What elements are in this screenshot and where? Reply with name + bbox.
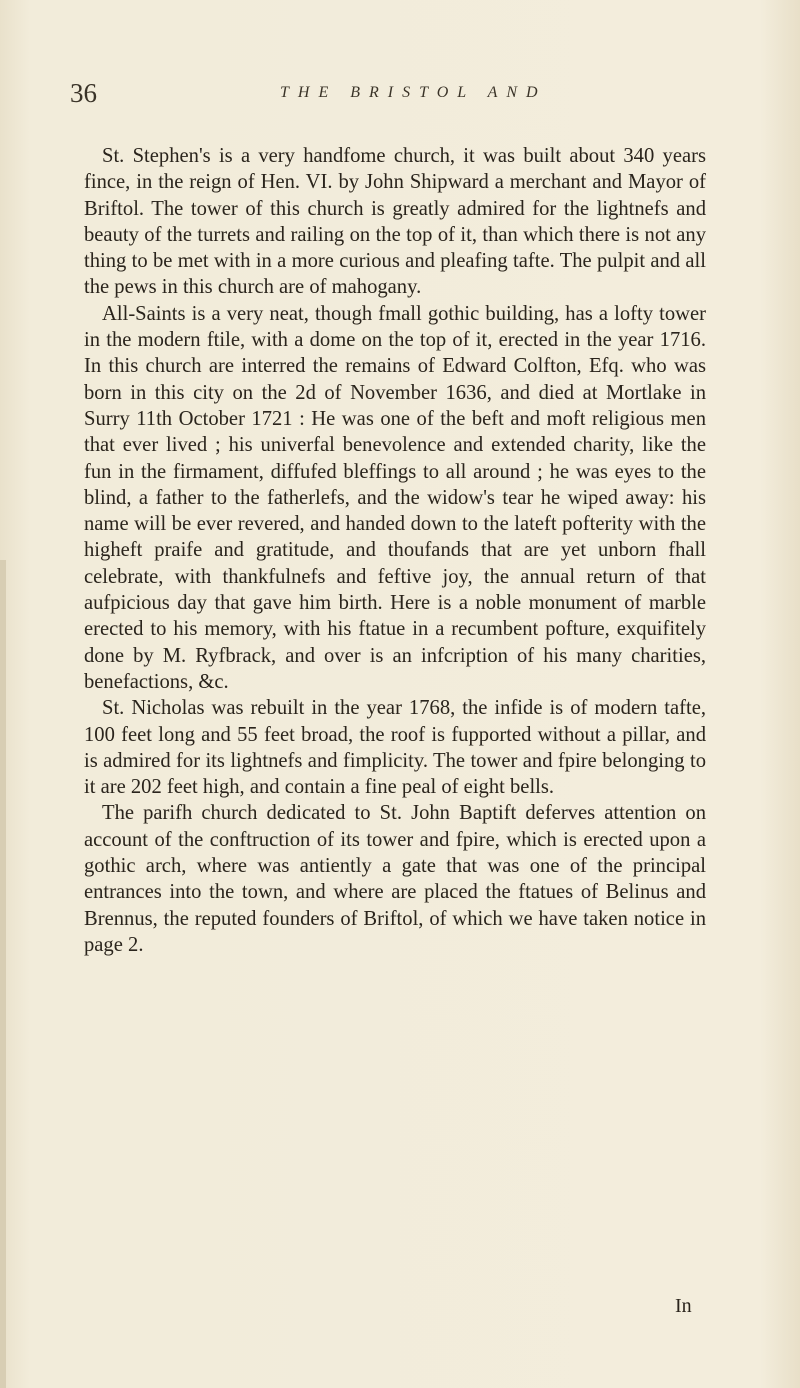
paragraph-all-saints: All-Saints is a very neat, though fmall gothic building, has a lofty tower in the modern ftile, with a dome on the top of it, erected in the year 1716. In this church are interred the remains of Edward Colfton, Efq. who was born in this city on the 2d of November 1636, and died at Mortlake in Surry 11th October 1721 : He was one of the beft and moft religious men that ever lived ; his univerfal benevolence and extended charity, like the fun in the firmament, diffufed bleffings to all around ; he was eyes to the blind, a father to the fatherlefs, and the widow's tear he wiped away: his name will be ever revered, and handed down to the lateft pofterity with the higheft praife and gratitude, and thoufands that are yet unborn fhall celebrate, with thankfulnefs and feftive joy, the annual return of that aufpicious day that gave him birth. Here is a noble monument of marble erected to his memory, with his ftatue in a recumbent pofture, exquifitely done by M. Ryfbrack, and over is an infcription of his many charities, benefactions, &c. — [84, 302, 706, 693]
running-head: THE BRISTOL AND — [280, 84, 547, 101]
paragraph-st-nicholas: St. Nicholas was rebuilt in the year 1768, the infide is of modern tafte, 100 feet long and 55 feet broad, the roof is fupported without a pillar, and is admired for its lightnefs and fimplicity. The tower and fpire belonging to it are 202 feet high, and contain a fine peal of eight bells. — [84, 697, 706, 799]
page-edge-shadow — [0, 560, 6, 1388]
catchword: In — [675, 1295, 692, 1317]
paragraph-st-stephens: St. Stephen's is a very handfome church, it was built about 340 years fince, in the reign of Hen. VI. by John Shipward a merchant and Mayor of Briftol. The tower of this church is greatly admired for the lightnefs and beauty of the turrets and railing on the top of it, than which there is not any thing to be met with in a more curious and pleafing tafte. The pulpit and all the pews in this church are of mahogany. — [84, 145, 706, 299]
page-number: 36 — [70, 78, 97, 108]
page-header — [70, 78, 770, 114]
paragraph-st-john-baptist: The parifh church dedicated to St. John Baptift deferves attention on account of the conftruction of its tower and fpire, which is erected upon a gothic arch, where was antiently a gate that was one of the principal entrances into the town, and where are placed the ftatues of Belinus and Brennus, the reputed founders of Briftol, of which we have taken notice in page 2. — [84, 802, 706, 956]
body-text — [84, 143, 706, 958]
